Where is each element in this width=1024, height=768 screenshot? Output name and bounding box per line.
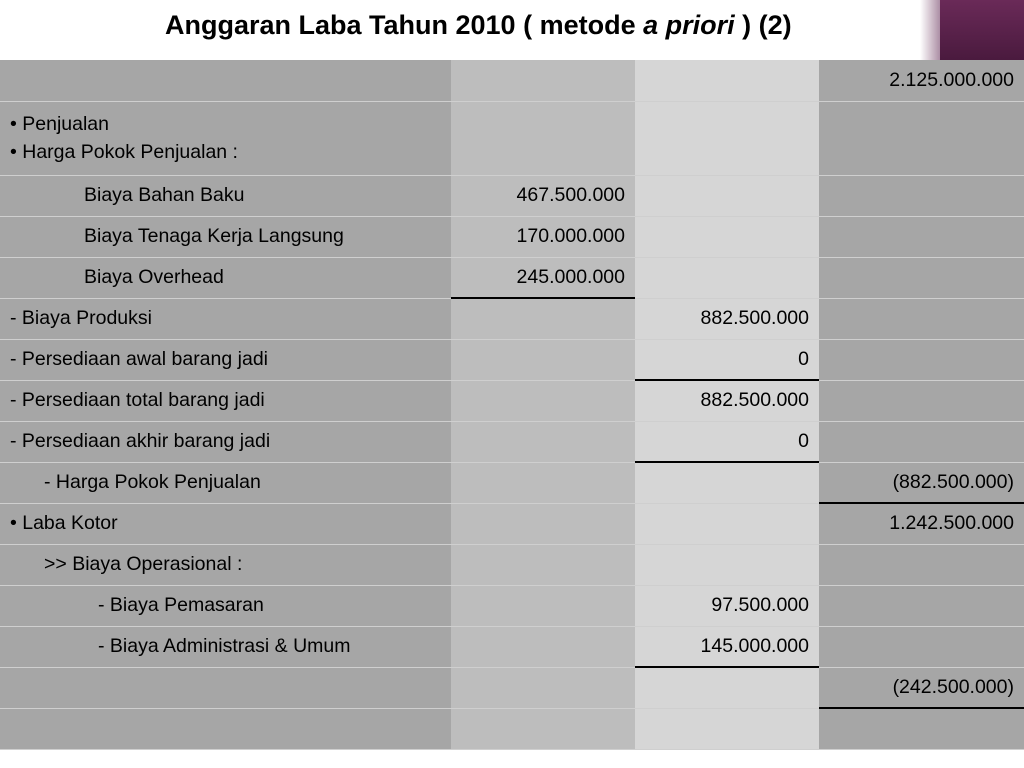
amount-cell [635,503,819,544]
amount-cell [819,257,1024,298]
amount-cell: (882.500.000) [819,462,1024,503]
table-row [0,380,1024,421]
table-row [0,585,1024,626]
amount-cell [819,298,1024,339]
table-row [0,544,1024,585]
row-label-line: • Harga Pokok Penjualan : [10,141,238,163]
table-row [0,708,1024,749]
amount-cell [819,380,1024,421]
table-row [0,216,1024,257]
row-label: - Harga Pokok Penjualan [0,462,451,503]
row-label: - Biaya Administrasi & Umum [0,626,451,667]
amount-cell [451,339,635,380]
amount-cell [451,626,635,667]
row-label: >> Biaya Operasional : [0,544,451,585]
amount-cell [635,101,819,175]
amount-cell: 97.500.000 [635,585,819,626]
amount-cell [819,101,1024,175]
amount-cell [819,216,1024,257]
row-label-line: • Penjualan [10,113,109,135]
row-label: Biaya Overhead [0,257,451,298]
amount-cell: 1.242.500.000 [819,503,1024,544]
amount-cell: 882.500.000 [635,298,819,339]
amount-cell: 2.125.000.000 [819,60,1024,101]
amount-cell: 145.000.000 [635,626,819,667]
amount-cell [819,175,1024,216]
budget-table [0,60,1024,750]
table-row [0,667,1024,708]
title-prefix: Anggaran Laba Tahun 2010 ( metode [165,10,644,40]
amount-cell [451,298,635,339]
amount-cell [451,101,635,175]
table-row [0,421,1024,462]
amount-cell [819,544,1024,585]
amount-cell: 0 [635,421,819,462]
amount-cell [819,626,1024,667]
amount-cell [451,585,635,626]
row-label: • Laba Kotor [0,503,451,544]
row-label: Biaya Tenaga Kerja Langsung [0,216,451,257]
amount-cell [451,544,635,585]
amount-cell [451,708,635,749]
corner-decoration [940,0,1024,60]
amount-cell [635,216,819,257]
amount-cell [451,503,635,544]
amount-cell [819,585,1024,626]
table-row [0,175,1024,216]
row-label: - Persediaan akhir barang jadi [0,421,451,462]
amount-cell [635,257,819,298]
amount-cell: 245.000.000 [451,257,635,298]
amount-cell [451,380,635,421]
table-row [0,101,1024,175]
amount-cell [635,60,819,101]
amount-cell [635,708,819,749]
table-row [0,503,1024,544]
slide-title [165,10,792,41]
amount-cell [635,462,819,503]
table-row [0,339,1024,380]
slide-title-bar [0,0,1024,60]
amount-cell [451,667,635,708]
row-label [0,101,451,175]
amount-cell: 0 [635,339,819,380]
amount-cell [451,421,635,462]
row-label: Biaya Bahan Baku [0,175,451,216]
row-label [0,708,451,749]
amount-cell [635,667,819,708]
amount-cell: 467.500.000 [451,175,635,216]
title-suffix: ) (2) [734,10,792,40]
title-italic: a priori [643,10,735,40]
amount-cell [451,60,635,101]
row-label: - Biaya Pemasaran [0,585,451,626]
row-label [0,60,451,101]
row-label: - Persediaan awal barang jadi [0,339,451,380]
table-row [0,298,1024,339]
row-label: - Biaya Produksi [0,298,451,339]
amount-cell: 882.500.000 [635,380,819,421]
amount-cell [819,339,1024,380]
row-label: - Persediaan total barang jadi [0,380,451,421]
amount-cell [819,708,1024,749]
amount-cell [451,462,635,503]
table-row [0,257,1024,298]
table-row [0,462,1024,503]
amount-cell [819,421,1024,462]
table-row [0,60,1024,101]
amount-cell: (242.500.000) [819,667,1024,708]
amount-cell [635,175,819,216]
amount-cell [635,544,819,585]
row-label [0,667,451,708]
table-row [0,626,1024,667]
amount-cell: 170.000.000 [451,216,635,257]
